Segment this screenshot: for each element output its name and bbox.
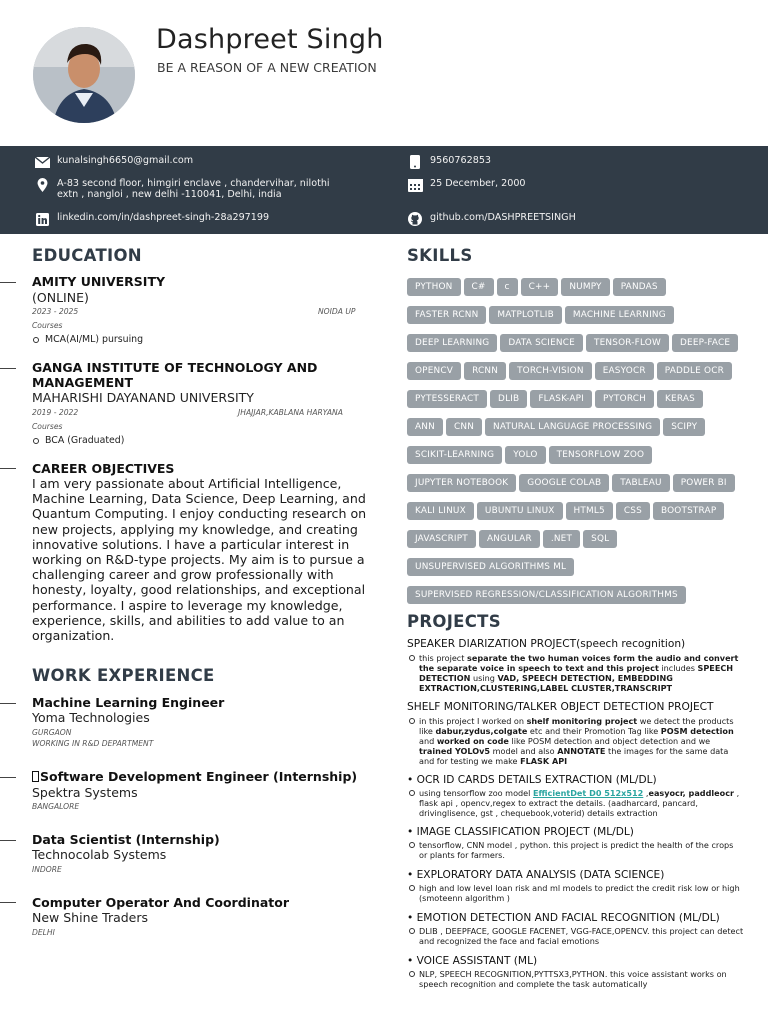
projects-heading: PROJECTS <box>407 612 501 631</box>
skill-tag: C++ <box>521 278 559 296</box>
skills-heading: SKILLS <box>407 246 473 265</box>
timeline-marker <box>0 777 16 778</box>
skill-tag: PYTHON <box>407 278 461 296</box>
course-item: BCA (Graduated) <box>33 435 124 446</box>
job-location: DELHI <box>32 928 55 937</box>
education-location: JHAJJAR,KABLANA HARYANA <box>238 408 343 417</box>
project-title: • VOICE ASSISTANT (ML) <box>407 955 538 967</box>
job-role: Computer Operator And Coordinator <box>32 895 290 910</box>
job-company: Yoma Technologies <box>32 710 150 725</box>
skill-tag: SUPERVISED REGRESSION/CLASSIFICATION ALGORITHMS <box>407 586 686 604</box>
skill-tag: DEEP LEARNING <box>407 334 497 352</box>
project-title: SPEAKER DIARIZATION PROJECT(speech recognition) <box>407 638 686 650</box>
school-sub: (ONLINE) <box>32 290 89 305</box>
skill-tag: MATPLOTLIB <box>489 306 562 324</box>
timeline-marker <box>0 840 16 841</box>
skill-tag: UNSUPERVISED ALGORITHMS ML <box>407 558 574 576</box>
skill-tag: RCNN <box>464 362 506 380</box>
skill-tag: ANN <box>407 418 443 436</box>
education-years: 2023 - 2025 <box>32 307 79 316</box>
job-role: Software Development Engineer (Internship) <box>32 769 357 784</box>
project-description: NLP, SPEECH RECOGNITION,PYTTSX3,PYTHON. this voice assistant works on speech recognition and complete the task automatically <box>419 969 744 989</box>
skill-tag: OPENCV <box>407 362 461 380</box>
education-heading: EDUCATION <box>32 246 142 265</box>
skill-tag: GOOGLE COLAB <box>519 474 609 492</box>
school-name: GANGA INSTITUTE OF TECHNOLOGY AND MANAGEMENT <box>32 360 318 390</box>
skill-tag: YOLO <box>505 446 545 464</box>
timeline-marker <box>0 368 16 369</box>
contact-address: A-83 second floor, himgiri enclave , chandervihar, nilothi extn , nangloi , new delhi -110041, Delhi, india <box>34 178 330 200</box>
project-description: using tensorflow zoo model EfficientDet D0 512x512 ,easyocr, paddleocr , flask api , opencv,regex to extract the details. (aadharcard, pancard, drivinglisence, gst , chequebook,voterid) details extraction <box>419 788 744 818</box>
skills-list <box>407 274 742 610</box>
skill-tag: TENSORFLOW ZOO <box>549 446 653 464</box>
job-department: WORKING IN R&D DEPARTMENT <box>32 739 154 748</box>
job-company: Spektra Systems <box>32 785 138 800</box>
skill-tag: c <box>497 278 518 296</box>
job-role: Machine Learning Engineer <box>32 695 225 710</box>
linkedin-icon <box>34 212 50 226</box>
career-heading: CAREER OBJECTIVES <box>32 461 175 476</box>
school-name: AMITY UNIVERSITY <box>32 274 166 289</box>
school-sub: MAHARISHI DAYANAND UNIVERSITY <box>32 390 254 405</box>
timeline-marker <box>0 703 16 704</box>
job-company: Technocolab Systems <box>32 847 167 862</box>
skill-tag: .NET <box>543 530 580 548</box>
skill-tag: TENSOR-FLOW <box>586 334 669 352</box>
phone-icon <box>407 155 423 169</box>
project-title: • EXPLORATORY DATA ANALYSIS (DATA SCIENCE) <box>407 869 665 881</box>
project-title: • OCR ID CARDS DETAILS EXTRACTION (ML/DL) <box>407 774 657 786</box>
project-description: high and low level loan risk and ml models to predict the credit risk low or high (smoteenn algorithm ) <box>419 883 744 903</box>
skill-tag: PYTESSERACT <box>407 390 487 408</box>
project-description: in this project I worked on shelf monitoring project we detect the products like dabur,zydus,colgate etc and their Promotion Tag like POSM detection and worked on code like POSM detection and object detection and we trained YOLOv5 model and also ANNOTATE the images for the same data and for testing we make FLASK API <box>419 716 744 766</box>
skill-tag: KALI LINUX <box>407 502 474 520</box>
skill-tag: CSS <box>616 502 650 520</box>
contact-linkedin[interactable]: linkedin.com/in/dashpreet-singh-28a297199 <box>34 212 269 226</box>
skill-tag: POWER BI <box>673 474 735 492</box>
skill-tag: SQL <box>583 530 617 548</box>
contact-phone[interactable]: 9560762853 <box>407 155 491 169</box>
skill-tag: NATURAL LANGUAGE PROCESSING <box>485 418 660 436</box>
skill-tag: C# <box>464 278 494 296</box>
skill-tag: EASYOCR <box>595 362 654 380</box>
github-icon <box>407 212 423 226</box>
project-title: • IMAGE CLASSIFICATION PROJECT (ML/DL) <box>407 826 634 838</box>
skill-tag: PYTORCH <box>595 390 654 408</box>
profile-photo <box>33 27 135 123</box>
job-company: New Shine Traders <box>32 910 149 925</box>
skill-tag: CNN <box>446 418 482 436</box>
project-title: • EMOTION DETECTION AND FACIAL RECOGNITION (ML/DL) <box>407 912 720 924</box>
skill-tag: SCIKIT-LEARNING <box>407 446 502 464</box>
skill-tag: UBUNTU LINUX <box>477 502 563 520</box>
skill-tag: DEEP-FACE <box>672 334 738 352</box>
tagline: BE A REASON OF A NEW CREATION <box>157 60 377 75</box>
course-item: MCA(AI/ML) pursuing <box>33 334 143 345</box>
courses-label: Courses <box>32 422 63 431</box>
work-heading: WORK EXPERIENCE <box>32 666 215 685</box>
skill-tag: TABLEAU <box>612 474 669 492</box>
contact-github[interactable]: github.com/DASHPREETSINGH <box>407 212 576 226</box>
education-years: 2019 - 2022 <box>32 408 79 417</box>
skill-tag: FLASK-API <box>530 390 592 408</box>
project-description: DLIB , DEEPFACE, GOOGLE FACENET, VGG-FACE,OPENCV. this project can detect and recognized the face and facial emotions <box>419 926 744 946</box>
contact-email[interactable]: kunalsingh6650@gmail.com <box>34 155 193 169</box>
project-description: this project separate the two human voices form the audio and convert the separate voice in speech to text and this project includes SPEECH DETECTION using VAD, SPEECH DETECTION, EMBEDDING EXTRACTION,CLUSTERING,LABEL CLUSTER,TRANSCRIPT <box>419 653 744 693</box>
job-location: BANGALORE <box>32 802 80 811</box>
job-role: Data Scientist (Internship) <box>32 832 220 847</box>
skill-tag: PANDAS <box>613 278 666 296</box>
calendar-icon <box>407 178 423 192</box>
skill-tag: MACHINE LEARNING <box>565 306 674 324</box>
skill-tag: NUMPY <box>561 278 609 296</box>
courses-label: Courses <box>32 321 63 330</box>
skill-tag: DATA SCIENCE <box>500 334 583 352</box>
full-name: Dashpreet Singh <box>156 24 384 55</box>
skill-tag: KERAS <box>657 390 703 408</box>
timeline-marker <box>0 902 16 903</box>
education-location: NOIDA UP <box>318 307 356 316</box>
project-description: tensorflow, CNN model , python. this project is predict the health of the crops or plants for farmers. <box>419 840 744 860</box>
skill-tag: SCIPY <box>663 418 705 436</box>
skill-tag: TORCH-VISION <box>509 362 592 380</box>
job-location: INDORE <box>32 865 62 874</box>
skill-tag: ANGULAR <box>479 530 540 548</box>
skill-tag: JAVASCRIPT <box>407 530 476 548</box>
contact-dob: 25 December, 2000 <box>407 178 526 192</box>
skill-tag: BOOTSTRAP <box>653 502 724 520</box>
location-pin-icon <box>34 178 50 192</box>
envelope-icon <box>34 155 50 169</box>
skill-tag: HTML5 <box>566 502 613 520</box>
efficientdet-link[interactable]: EfficientDet D0 512x512 <box>532 788 644 798</box>
skill-tag: FASTER RCNN <box>407 306 486 324</box>
skill-tag: JUPYTER NOTEBOOK <box>407 474 516 492</box>
contact-bar <box>0 146 768 234</box>
timeline-marker <box>0 468 16 469</box>
job-location: GURGAON <box>32 728 72 737</box>
career-text: I am very passionate about Artificial Intelligence, Machine Learning, Data Science, Deep Learning, and Quantum Computing. I enjoy conducting research on new projects, applying my knowledge, and creating innovative solutions. I have a particular interest in working on R&D-type projects. My aim is to pursue a challenging career and grow professionally with honesty, loyalty, good relationships, and exceptional performance. I aspire to leverage my knowledge, experience, skills, and abilities to add value to an organization. <box>32 476 367 644</box>
project-title: SHELF MONITORING/TALKER OBJECT DETECTION PROJECT <box>407 701 714 713</box>
timeline-marker <box>0 282 16 283</box>
skill-tag: PADDLE OCR <box>657 362 732 380</box>
skill-tag: DLIB <box>490 390 527 408</box>
